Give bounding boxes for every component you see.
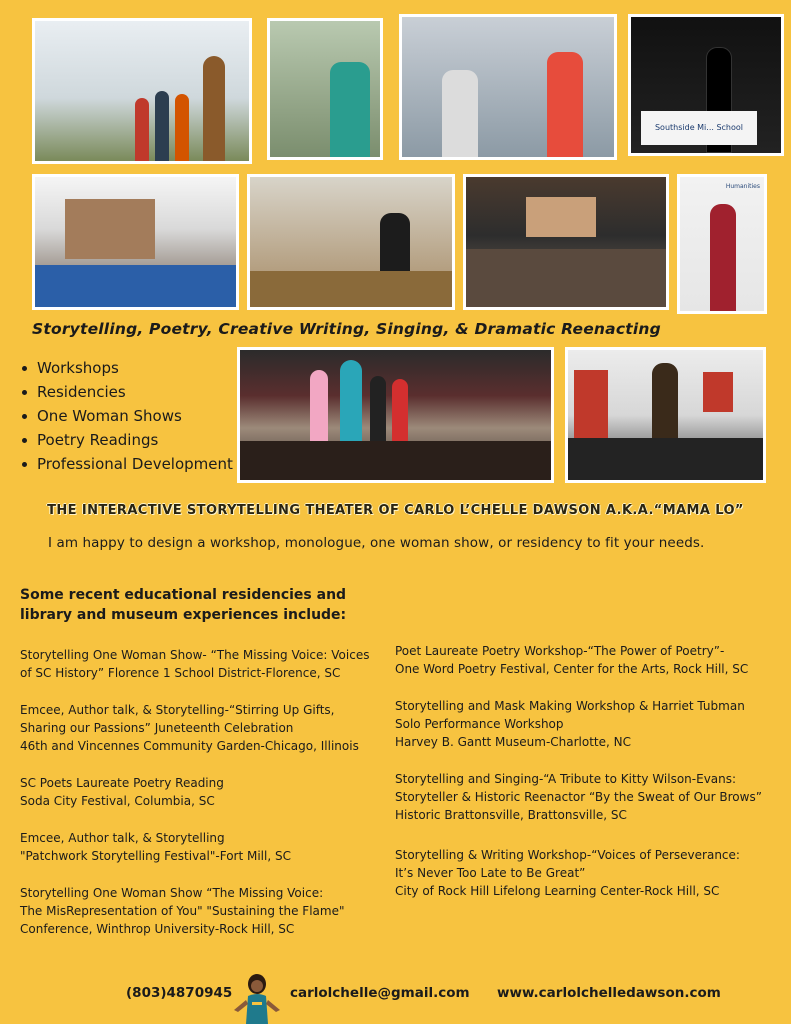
photo-classroom-storytelling: [32, 18, 252, 164]
bullet-icon: [22, 366, 27, 371]
experience-entry: Storytelling and Mask Making Workshop & Harriet Tubman Solo Performance Workshop Harvey B. Gantt Museum-Charlotte, NC: [395, 699, 745, 749]
photo-outdoor-performance: [267, 18, 383, 160]
experience-entry: SC Poets Laureate Poetry Reading Soda City Festival, Columbia, SC: [20, 776, 224, 808]
photo-gym-performance: [399, 14, 617, 160]
experience-entry: Emcee, Author talk, & Storytelling-“Stirring Up Gifts, Sharing our Passions” Juneteenth Celebration 46th and Vincennes Community Garden-Chicago, Illinois: [20, 703, 359, 753]
experience-entry: Storytelling One Woman Show- “The Missing Voice: Voices of SC History” Florence 1 School District-Florence, SC: [20, 648, 370, 680]
services-list: [22, 356, 233, 476]
experience-entry: Poet Laureate Poetry Workshop-“The Power of Poetry”- One Word Poetry Festival, Center for the Arts, Rock Hill, SC: [395, 644, 749, 676]
service-item: Poetry Readings: [22, 428, 233, 452]
photo-tent-audience: [32, 174, 239, 310]
headline: THE INTERACTIVE STORYTELLING THEATER OF CARLO L’CHELLE DAWSON A.K.A.“MAMA LO”: [47, 503, 744, 518]
service-item: One Woman Shows: [22, 404, 233, 428]
photo-podium-speaker: [677, 174, 767, 314]
bullet-icon: [22, 414, 27, 419]
photo-stage-group: [237, 347, 554, 483]
phone-number: (803)4870945: [126, 985, 233, 1001]
experience-entry: Emcee, Author talk, & Storytelling "Patchwork Storytelling Festival"-Fort Mill, SC: [20, 831, 291, 863]
website-link[interactable]: www.carlolchelledawson.com: [497, 985, 721, 1001]
email-link[interactable]: carlolchelle@gmail.com: [290, 985, 470, 1001]
experience-entry: Storytelling and Singing-“A Tribute to Kitty Wilson-Evans: Storyteller & Historic Reenactor “By the Sweat of Our Brows” Historic Brattonsville, Brattonsville, SC: [395, 772, 762, 822]
photo-art-workshop: [247, 174, 455, 310]
bullet-icon: [22, 462, 27, 467]
recent-experiences-title: Some recent educational residencies and library and museum experiences include:: [20, 587, 347, 623]
mama-lo-avatar-icon: [232, 972, 282, 1024]
tagline: Storytelling, Poetry, Creative Writing, Singing, & Dramatic Reenacting: [32, 320, 661, 338]
photo-auditorium-audience: [463, 174, 669, 310]
service-item: Workshops: [22, 356, 233, 380]
subline: I am happy to design a workshop, monologue, one woman show, or residency to fit your needs.: [48, 535, 705, 551]
service-item: Residencies: [22, 380, 233, 404]
bullet-icon: [22, 390, 27, 395]
photo-stage-performance: [628, 14, 784, 156]
experience-entry: Storytelling & Writing Workshop-“Voices of Perseverance: It’s Never Too Late to Be Great” City of Rock Hill Lifelong Learning Center-Rock Hill, SC: [395, 848, 740, 898]
photo-reenactment: [565, 347, 766, 483]
bullet-icon: [22, 438, 27, 443]
humanities-banner: Humanities: [725, 183, 760, 190]
service-item: Professional Development: [22, 452, 233, 476]
experience-entry: Storytelling One Woman Show “The Missing Voice: The MisRepresentation of You" "Sustaining the Flame" Conference, Winthrop University-Rock Hill, SC: [20, 886, 345, 936]
stage-banner: Southside Mi... School: [641, 111, 757, 145]
